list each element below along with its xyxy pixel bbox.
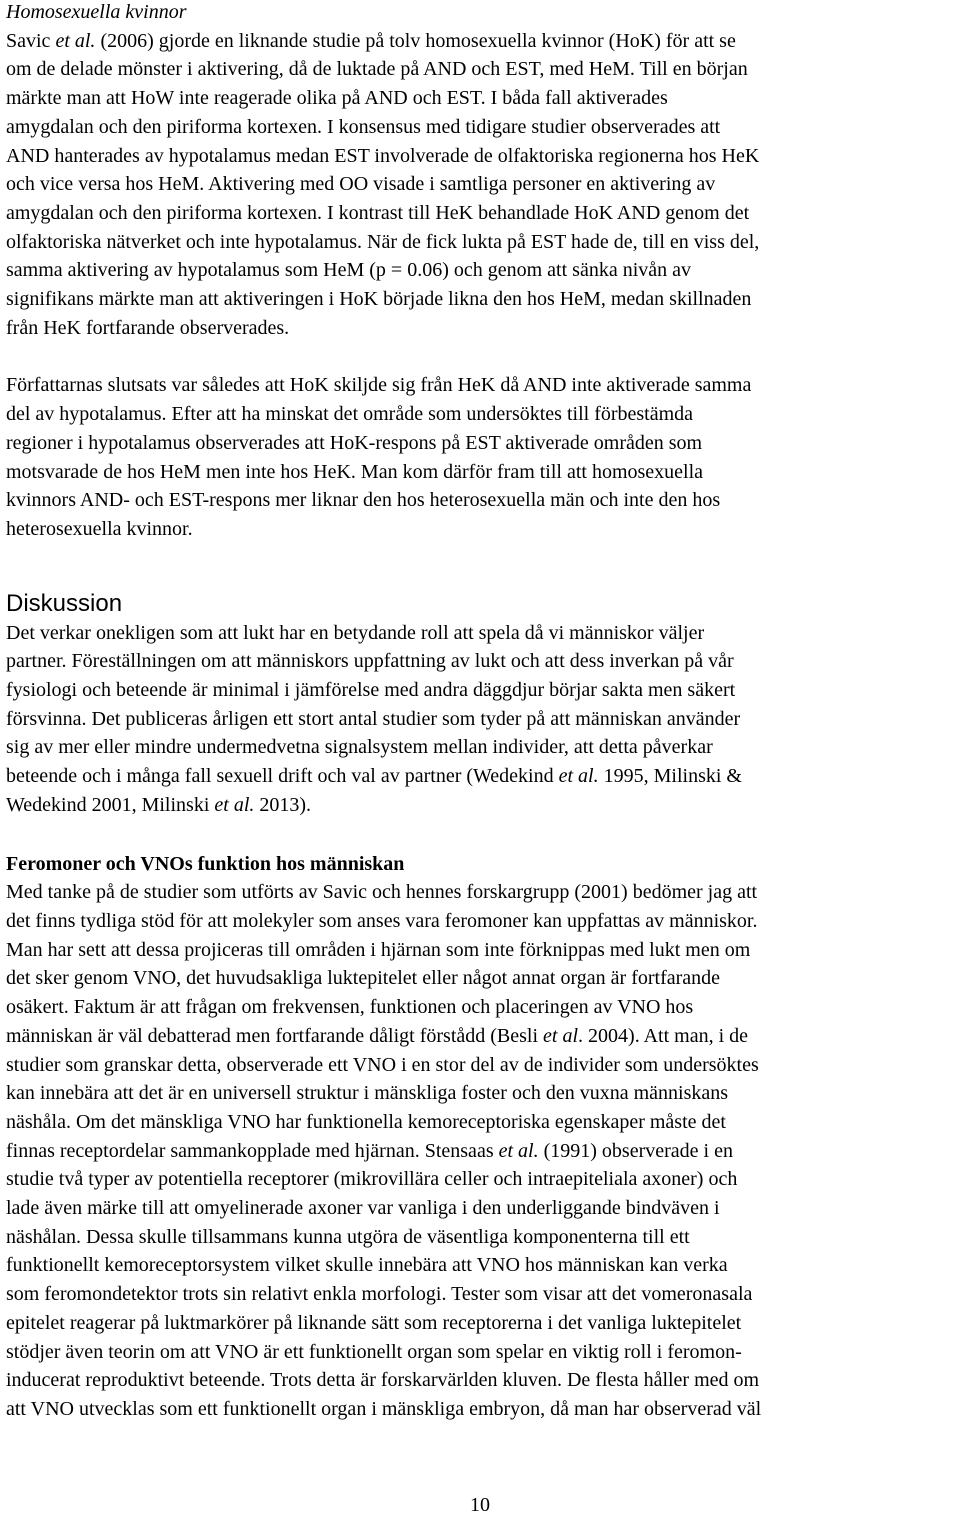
text-line: heterosexuella kvinnor. bbox=[6, 517, 193, 540]
citation-et-al: et al. bbox=[55, 29, 96, 52]
text-line: del av hypotalamus. Efter att ha minskat det område som undersöktes till förbestämda bbox=[6, 403, 694, 426]
page-number: 10 bbox=[470, 1494, 490, 1516]
text-line: motsvarade de hos HeM men inte hos HeK. Man kom därför fram till att homosexuella bbox=[6, 460, 704, 483]
paragraph-diskussion bbox=[6, 619, 956, 820]
text-line: lade även märke till att omyelinerade axoner var vanliga i den underliggande bindväven i bbox=[6, 1197, 720, 1220]
citation-et-al: et al bbox=[543, 1024, 579, 1047]
subheading-homosexuella-kvinnor: Homosexuella kvinnor bbox=[6, 1, 187, 23]
text-line: om de delade mönster i aktivering, då de luktade på AND och EST, med HeM. Till en början bbox=[6, 58, 748, 81]
text-line: olfaktoriska nätverket och inte hypotalamus. När de fick lukta på EST hade de, till en viss del, bbox=[6, 230, 760, 253]
text-line: inducerat reproduktivt beteende. Trots detta är forskarvärlden kluven. De flesta håller med om bbox=[6, 1369, 760, 1392]
text-line: Wedekind 2001, Milinski et al. 2013). bbox=[6, 793, 312, 816]
text-line: partner. Föreställningen om att människors uppfattning av lukt och att dess inverkan på vår bbox=[6, 650, 734, 673]
text-line: fysiologi och beteende är minimal i jämförelse med andra däggdjur börjar sakta men säkert bbox=[6, 679, 736, 702]
paragraph-conclusion bbox=[6, 371, 956, 543]
text-line: finnas receptordelar sammankopplade med hjärnan. Stensaas et al. (1991) observerade i en bbox=[6, 1139, 733, 1162]
text-line: näshålan. Dessa skulle tillsammans kunna utgöra de väsentliga komponenterna till ett bbox=[6, 1225, 690, 1248]
text-line: kvinnors AND- och EST-respons mer liknar den hos heterosexuella män och inte den hos bbox=[6, 489, 721, 512]
text-line: Författarnas slutsats var således att HoK skiljde sig från HeK då AND inte aktiverade samma bbox=[6, 374, 752, 397]
text-line: som feromondetektor trots sin relativt enkla morfologi. Tester som visar att det vomeronasala bbox=[6, 1283, 753, 1306]
text-line: det finns tydliga stöd för att molekyler som anses vara feromoner kan uppfattas av människor. bbox=[6, 909, 758, 932]
text-line: stödjer även teorin om att VNO är ett funktionellt organ som spelar en viktig roll i feromon- bbox=[6, 1340, 742, 1363]
citation-et-al: et al. bbox=[498, 1139, 539, 1162]
text-line: kan innebära att det är en universell struktur i mänskliga foster och den vuxna människans bbox=[6, 1082, 729, 1105]
text-line: människan är väl debatterad men fortfarande dåligt förstådd (Besli et al. 2004). Att man, i de bbox=[6, 1024, 749, 1047]
text-line: amygdalan och den piriforma kortexen. I konsensus med tidigare studier observerades att bbox=[6, 115, 721, 138]
heading-diskussion: Diskussion bbox=[6, 589, 123, 617]
text-line: Man har sett att dessa projiceras till områden i hjärnan som inte förknippas med lukt men om bbox=[6, 938, 751, 961]
text-line: studie två typer av potentiella receptorer (mikrovillära celler och intraepiteliala axoner) och bbox=[6, 1168, 738, 1191]
text-line: epitelet reagerar på luktmarkörer på liknande sätt som receptorerna i det vanliga luktepitelet bbox=[6, 1311, 742, 1334]
text-line: det sker genom VNO, det huvudsakliga luktepitelet eller något annat organ är fortfarande bbox=[6, 967, 721, 990]
text-line: signifikans märkte man att aktiveringen i HoK började likna den hos HeM, medan skillnaden bbox=[6, 288, 752, 311]
text-line: sig av mer eller mindre undermedvetna signalsystem mellan individer, att detta påverkar bbox=[6, 736, 713, 759]
text-line: amygdalan och den piriforma kortexen. I kontrast till HeK behandlade HoK AND genom det bbox=[6, 201, 750, 224]
text-line: märkte man att HoW inte reagerade olika på AND och EST. I båda fall aktiverades bbox=[6, 87, 668, 110]
paragraph-feromoner bbox=[6, 878, 956, 1423]
citation-et-al: et al. bbox=[558, 765, 599, 788]
text-line: Med tanke på de studier som utförts av Savic och hennes forskargrupp (2001) bedömer jag att bbox=[6, 881, 758, 904]
text-line: från HeK fortfarande observerades. bbox=[6, 316, 290, 339]
text-line: att VNO utvecklas som ett funktionellt organ i mänskliga embryon, då man har observerad väl bbox=[6, 1397, 762, 1420]
text-line: beteende och i många fall sexuell drift och val av partner (Wedekind et al. 1995, Milinski & bbox=[6, 765, 742, 788]
text-line: och vice versa hos HeM. Aktivering med OO visade i samtliga personer en aktivering av bbox=[6, 173, 716, 196]
text-line: studier som granskar detta, observerade ett VNO i en stor del av de individer som undersöktes bbox=[6, 1053, 759, 1076]
text-line: samma aktivering av hypotalamus som HeM (p = 0.06) och genom att sänka nivån av bbox=[6, 259, 692, 282]
text-line: funktionellt kemoreceptorsystem vilket skulle innebära att VNO hos människan kan verka bbox=[6, 1254, 728, 1277]
heading-feromoner-vno: Feromoner och VNOs funktion hos människan bbox=[6, 852, 405, 875]
text-line: regioner i hypotalamus observerades att HoK-respons på EST aktiverade områden som bbox=[6, 431, 703, 454]
paragraph-savic-study bbox=[6, 27, 956, 343]
text-line: Savic et al. (2006) gjorde en liknande studie på tolv homosexuella kvinnor (HoK) för att se bbox=[6, 29, 736, 52]
text-line: näshåla. Om det mänskliga VNO har funktionella kemoreceptoriska egenskaper måste det bbox=[6, 1110, 726, 1133]
document-page bbox=[6, 0, 956, 1424]
text-line: osäkert. Faktum är att frågan om frekvensen, funktionen och placeringen av VNO hos bbox=[6, 996, 694, 1019]
text-line: försvinna. Det publiceras årligen ett stort antal studier som tyder på att människan använder bbox=[6, 707, 741, 730]
text-line: AND hanterades av hypotalamus medan EST involverade de olfaktoriska regionerna hos HeK bbox=[6, 144, 760, 167]
citation-et-al: et al. bbox=[214, 793, 255, 816]
text-line: Det verkar onekligen som att lukt har en betydande roll att spela då vi människor väljer bbox=[6, 621, 705, 644]
